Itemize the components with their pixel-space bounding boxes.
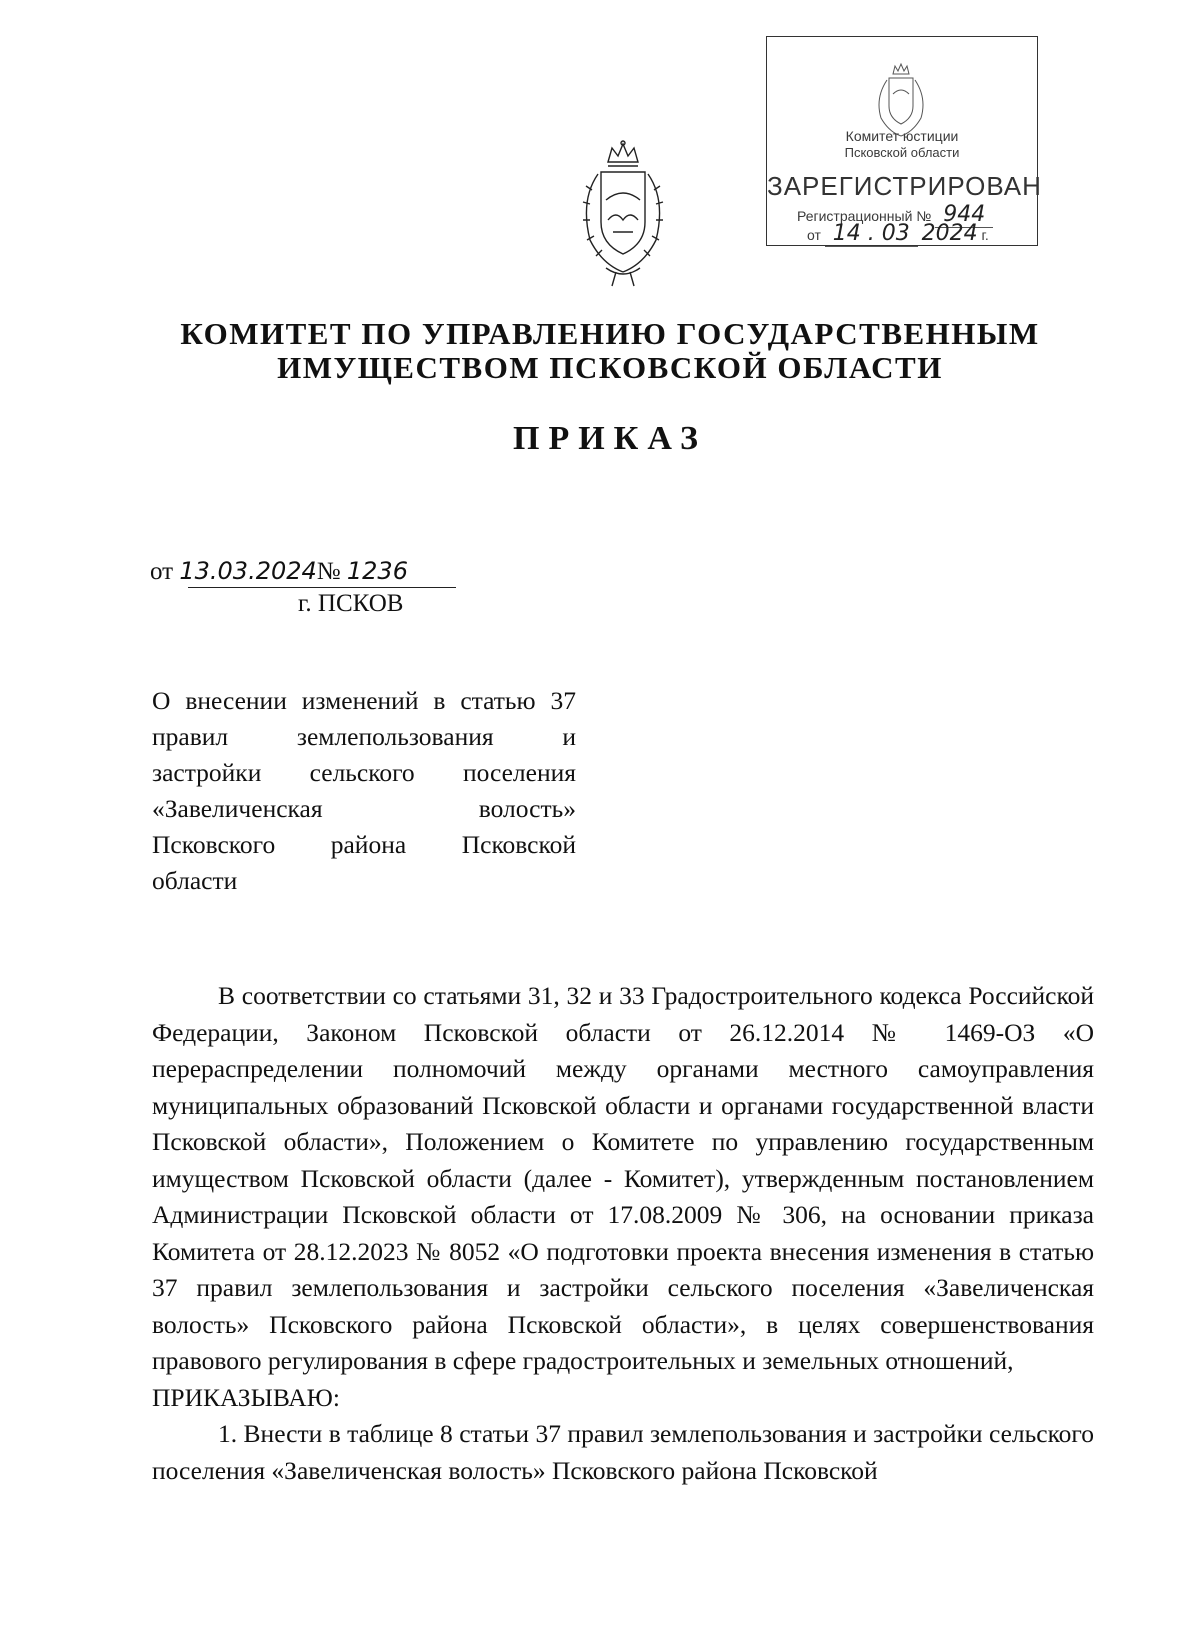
order-number-value: 1236 <box>346 557 408 585</box>
registration-stamp <box>766 36 1042 246</box>
order-number-prefix: № <box>316 558 341 585</box>
stamp-org-line2: Псковской области <box>844 145 960 160</box>
stamp-org-line1: Комитет юстиции <box>845 128 959 144</box>
order-date-value: 13.03.2024 <box>179 557 317 585</box>
order-date-prefix: от <box>150 558 174 585</box>
stamp-year-suffix: г. <box>981 227 989 243</box>
stamp-year-value: 2024 <box>921 221 978 246</box>
order-body <box>152 978 1094 1489</box>
stamp-registered: ЗАРЕГИСТРИРОВАН <box>767 171 1042 201</box>
order-word: ПРИКАЗЫВАЮ: <box>152 1382 340 1412</box>
order-city: г. ПСКОВ <box>298 590 404 617</box>
subject-line: правил землепользования и <box>152 722 576 751</box>
subject-line: области <box>152 866 238 895</box>
body-paragraph: В соответствии со статьями 31, 32 и 33 Градостроительного кодекса Российской Федерации, Законом Псковской области от 26.12.2014 № 1469-ОЗ «О перераспределении полномочий между органами местного самоуправления муниципальных образований Псковской области и органами государственной власти Псковской области», Положением о Комитете по управлению государственным имуществом Псковской области (далее - Комитет), утвержденным постановлением Администрации Псковской области от 17.08.2009 № 306, на основании приказа Комитета от 28.12.2023 № 8052 «О подготовки проекта внесения изменения в статью 37 правил землепользования и застройки сельского поселения «Завеличенская волость» Псковского района Псковской области», в целях совершенствования правового регулирования в сфере градостроительных и земельных отношений, <box>152 981 1094 1375</box>
coat-of-arms-icon <box>568 140 678 290</box>
subject-line: «Завеличенская волость» <box>152 794 576 823</box>
order-item-1: 1. Внести в таблице 8 статьи 37 правил землепользования и застройки сельского поселения «Завеличенская волость» Псковского района Псковской <box>152 1419 1094 1485</box>
stamp-date-prefix: от <box>807 227 821 243</box>
org-title-line1: КОМИТЕТ ПО УПРАВЛЕНИЮ ГОСУДАРСТВЕННЫМ <box>180 316 1040 351</box>
date-underline <box>188 587 456 588</box>
stamp-date <box>807 221 989 246</box>
order-subject <box>152 683 576 899</box>
stamp-reg-number-value: 944 <box>935 202 993 228</box>
stamp-reg-number-label: Регистрационный № <box>797 208 932 224</box>
order-date-line <box>150 557 408 586</box>
document-type: ПРИКАЗ <box>513 420 707 457</box>
org-title-line2: ИМУЩЕСТВОМ ПСКОВСКОЙ ОБЛАСТИ <box>277 350 943 385</box>
stamp-date-value: 14 . 03 <box>825 221 918 247</box>
subject-line: застройки сельского поселения <box>152 758 576 787</box>
subject-line: О внесении изменений в статью 37 <box>152 686 576 715</box>
subject-line: Псковского района Псковской <box>152 830 576 859</box>
